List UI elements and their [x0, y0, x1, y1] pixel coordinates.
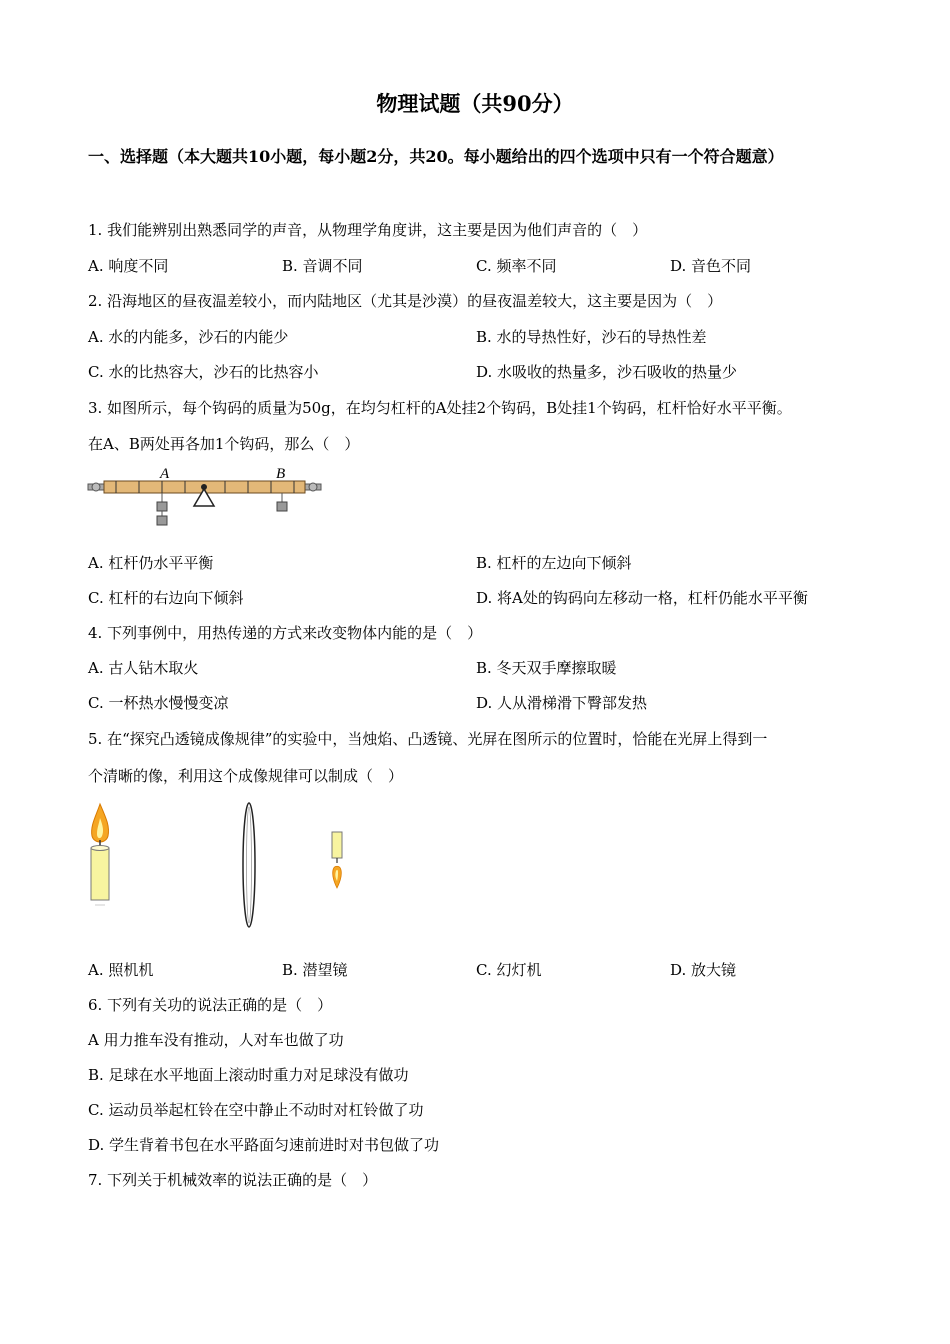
question-3-stem-line-1: 3. 如图所示，每个钩码的质量为50g，在均匀杠杆的A处挂2个钩码，B处挂1个钩码，杠杆恰好水平平衡。 [88, 399, 792, 417]
question-5-option-b: B. 潜望镜 [282, 961, 348, 979]
question-4-option-d: D. 人从滑梯滑下臀部发热 [476, 694, 648, 712]
question-4-option-a: A. 古人钻木取火 [88, 659, 199, 677]
question-2-option-b: B. 水的导热性好，沙石的导热性差 [476, 328, 707, 346]
question-3-option-b: B. 杠杆的左边向下倾斜 [476, 554, 632, 572]
inverted-image-icon [327, 828, 347, 892]
question-1-option-b: B. 音调不同 [282, 257, 363, 275]
question-3-option-d: D. 将A处的钩码向左移动一格，杠杆仍能水平平衡 [476, 589, 808, 607]
question-6-option-a: A 用力推车没有推动，人对车也做了功 [88, 1031, 344, 1049]
section-heading: 一、选择题（本大题共10小题，每小题2分，共20。每小题给出的四个选项中只有一个符合题意） [88, 147, 784, 166]
question-6-stem: 6. 下列有关功的说法正确的是（ ） [88, 996, 333, 1014]
question-2-option-d: D. 水吸收的热量多，沙石吸收的热量少 [476, 363, 738, 381]
question-7-stem: 7. 下列关于机械效率的说法正确的是（ ） [88, 1171, 378, 1189]
page-title: 物理试题（共90分） [376, 91, 574, 116]
question-1-stem: 1. 我们能辨别出熟悉同学的声音，从物理学角度讲，这主要是因为他们声音的（ ） [88, 221, 648, 239]
question-5-option-c: C. 幻灯机 [476, 961, 542, 979]
question-5-option-a: A. 照机机 [88, 961, 154, 979]
question-3-option-c: C. 杠杆的右边向下倾斜 [88, 589, 244, 607]
question-5-option-d: D. 放大镜 [670, 961, 737, 979]
lever-label-b: B [276, 466, 286, 482]
question-1-option-c: C. 频率不同 [476, 257, 557, 275]
question-6-option-d: D. 学生背着书包在水平路面匀速前进时对书包做了功 [88, 1136, 440, 1154]
question-1-option-d: D. 音色不同 [670, 257, 752, 275]
question-3-option-a: A. 杠杆仍水平平衡 [88, 554, 214, 572]
question-4-stem: 4. 下列事例中，用热传递的方式来改变物体内能的是（ ） [88, 624, 483, 642]
lever-label-a: A [160, 466, 170, 482]
question-6-option-c: C. 运动员举起杠铃在空中静止不动时对杠铃做了功 [88, 1101, 424, 1119]
question-5-stem-line-2: 个清晰的像，利用这个成像规律可以制成（ ） [88, 767, 404, 785]
question-5-stem-line-1: 5. 在“探究凸透镜成像规律”的实验中，当烛焰、凸透镜、光屏在图所示的位置时，恰能在光屏上得到一 [88, 730, 768, 748]
question-4-option-c: C. 一杯热水慢慢变凉 [88, 694, 229, 712]
convex-lens-icon [238, 800, 260, 930]
question-2-stem: 2. 沿海地区的昼夜温差较小，而内陆地区（尤其是沙漠）的昼夜温差较大，这主要是因为（ ） [88, 292, 723, 310]
lever-diagram [86, 462, 326, 534]
candle-icon [86, 800, 116, 915]
question-4-option-b: B. 冬天双手摩擦取暖 [476, 659, 617, 677]
question-1-option-a: A. 响度不同 [88, 257, 169, 275]
question-2-option-c: C. 水的比热容大，沙石的比热容小 [88, 363, 319, 381]
question-3-stem-line-2: 在A、B两处再各加1个钩码，那么（ ） [88, 435, 360, 453]
question-6-option-b: B. 足球在水平地面上滚动时重力对足球没有做功 [88, 1066, 409, 1084]
question-2-option-a: A. 水的内能多，沙石的内能少 [88, 328, 289, 346]
